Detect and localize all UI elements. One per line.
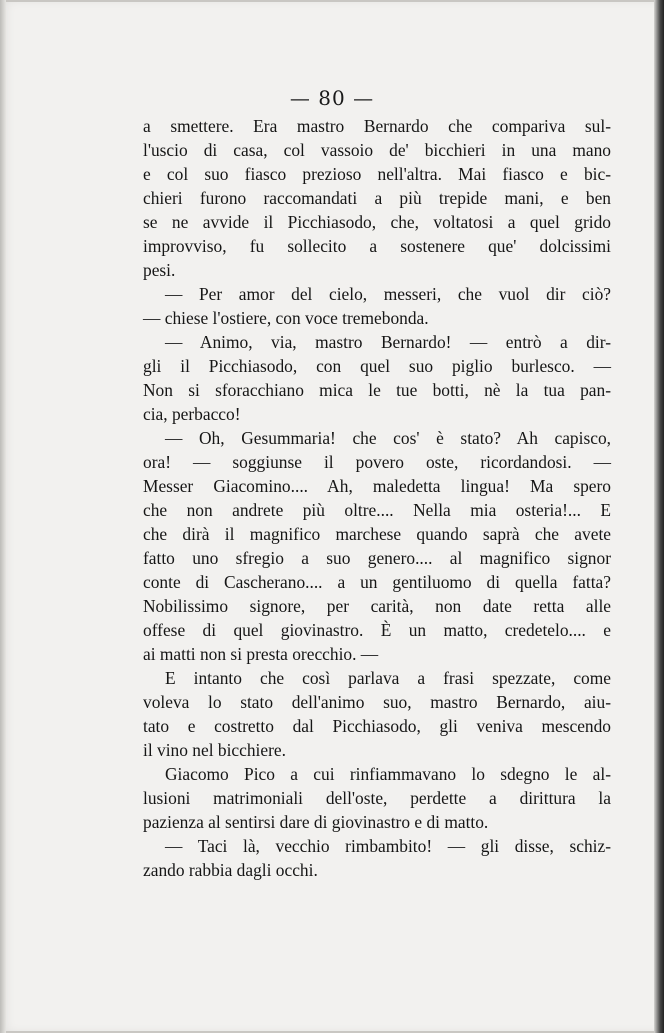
text-line: pazienza al sentirsi dare di giovinastro e di matto.	[143, 812, 489, 832]
text-line: — Oh, Gesummaria! che cos' è stato? Ah capisco,	[165, 428, 611, 448]
text-line: che dirà il magnifico marchese quando saprà che avete	[143, 524, 611, 544]
text-line: conte di Cascherano.... a un gentiluomo di quella fatta?	[143, 572, 611, 592]
text-line: chieri furono raccomandati a più trepide mani, e ben	[143, 188, 611, 208]
text-line: a smettere. Era mastro Bernardo che compariva sul-	[143, 116, 611, 136]
text-line: tato e costretto dal Picchiasodo, gli veniva mescendo	[143, 716, 611, 736]
text-line: il vino nel bicchiere.	[143, 740, 286, 760]
text-line: Nobilissimo signore, per carità, non date retta alle	[143, 596, 611, 616]
page-right-edge	[654, 0, 664, 1033]
text-line: cia, perbacco!	[143, 404, 241, 424]
text-line: ai matti non si presta orecchio. —	[143, 644, 379, 664]
text-line: Giacomo Pico a cui rinfiammavano lo sdegno le al-	[165, 764, 611, 784]
text-line: fatto uno sfregio a suo genero.... al magnifico signor	[143, 548, 611, 568]
text-line: lusioni matrimoniali dell'oste, perdette a diritturа la	[143, 788, 611, 808]
text-line: — Taci là, vecchio rimbambito! — gli disse, schiz-	[165, 836, 611, 856]
text-line: e col suo fiasco prezioso nell'altra. Mai fiasco e bic-	[143, 164, 611, 184]
text-line: — chiese l'ostiere, con voce tremebonda.	[143, 308, 429, 328]
text-line: ora! — soggiunse il povero oste, ricordandosi. —	[143, 452, 611, 472]
text-line: voleva lo stato dell'animo suo, mastro Bernardo, aiu-	[143, 692, 611, 712]
text-line: gli il Picchiasodo, con quel suo piglio burlesco. —	[143, 356, 611, 376]
text-line: — Per amor del cielo, messeri, che vuol dir ciò?	[165, 284, 611, 304]
text-line: Messer Giacomino.... Ah, maledetta lingua! Ma spero	[143, 476, 611, 496]
page-number: — 80 —	[289, 86, 375, 110]
text-line: se ne avvide il Picchiasodo, che, voltatosi a quel grido	[143, 212, 611, 232]
page-text	[143, 114, 611, 882]
text-line: pesi.	[143, 260, 176, 280]
text-line: — Animo, via, mastro Bernardo! — entrò a dir-	[165, 332, 611, 352]
text-line: E intanto che così parlava a frasi spezzate, come	[165, 668, 611, 688]
text-line: che non andrete più oltre.... Nella mia osteria!... E	[143, 500, 611, 520]
text-line: Non si sforacchiano mica le tue botti, nè la tua pan-	[143, 380, 611, 400]
text-line: offese di quel giovinastro. È un matto, credetelo.... e	[143, 620, 611, 640]
text-line: l'uscio di casa, col vassoio de' bicchieri in una mano	[143, 140, 611, 160]
text-line: improvviso, fu sollecito a sostenere que' dolcissimi	[143, 236, 611, 256]
text-line: zando rabbia dagli occhi.	[143, 860, 318, 880]
page-left-edge	[0, 0, 6, 1033]
